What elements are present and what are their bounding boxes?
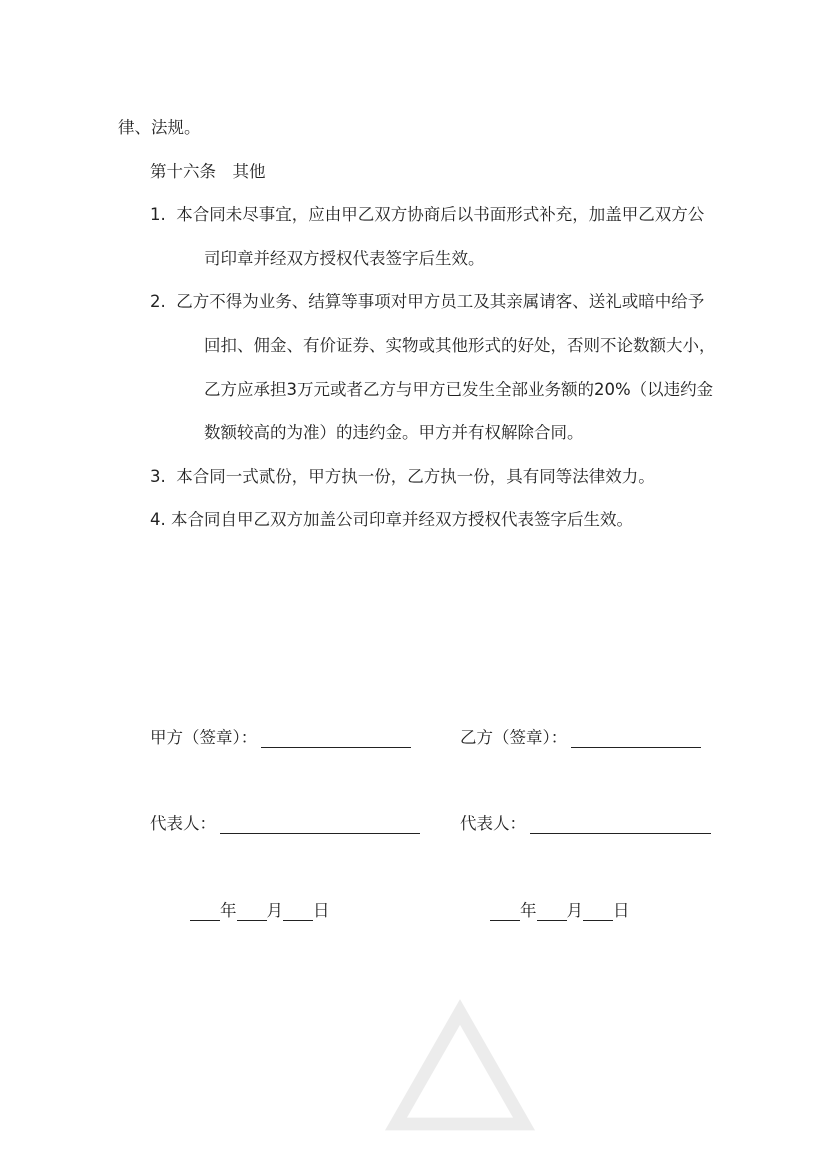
year-blank[interactable]: [490, 902, 520, 921]
rep-a-line[interactable]: [220, 815, 420, 834]
year-blank[interactable]: [190, 902, 220, 921]
party-a-seal-label: 甲方（签章）：: [150, 728, 258, 747]
rep-b-label: 代表人：: [460, 814, 526, 833]
party-b-seal-field: [460, 728, 701, 748]
section-title: 第十六条 其他: [150, 162, 266, 181]
year-label: 年: [220, 901, 237, 920]
item-3: [150, 467, 655, 487]
year-label: 年: [520, 901, 537, 920]
rep-b-line[interactable]: [530, 815, 711, 834]
month-blank[interactable]: [237, 902, 267, 921]
item-number: 3.: [150, 467, 166, 486]
item-1: [150, 205, 704, 225]
month-blank[interactable]: [537, 902, 567, 921]
item-text: 本合同自甲乙双方加盖公司印章并经双方授权代表签字后生效。: [171, 510, 633, 529]
item-number: 4.: [150, 510, 166, 529]
item-number: 2.: [150, 292, 166, 311]
party-a-seal-line[interactable]: [261, 729, 411, 748]
item-2: [150, 292, 704, 312]
day-blank[interactable]: [583, 902, 613, 921]
day-label: 日: [613, 901, 630, 920]
party-a-seal-field: [150, 728, 411, 748]
continued-text: 律、法规。: [118, 118, 201, 137]
item-text: 本合同一式贰份，甲方执一份，乙方执一份，具有同等法律效力。: [176, 467, 655, 486]
watermark-icon: [380, 980, 540, 1140]
day-label: 日: [313, 901, 330, 920]
date-a: [190, 901, 330, 921]
item-text: 乙方不得为业务、结算等事项对甲方员工及其亲属请客、送礼或暗中给予: [176, 292, 705, 311]
day-blank[interactable]: [283, 902, 313, 921]
item-text: 乙方应承担3万元或者乙方与甲方已发生全部业务额的20%（以违约金: [204, 380, 714, 399]
item-4: [150, 510, 633, 530]
item-number: 1.: [150, 205, 166, 224]
date-b: [490, 901, 630, 921]
item-text: 司印章并经双方授权代表签字后生效。: [204, 249, 485, 268]
item-text: 数额较高的为准）的违约金。甲方并有权解除合同。: [204, 423, 584, 442]
month-label: 月: [266, 901, 283, 920]
rep-b-field: [460, 814, 711, 834]
rep-a-field: [150, 814, 420, 834]
item-text: 回扣、佣金、有价证券、实物或其他形式的好处，否则不论数额大小，: [204, 336, 716, 355]
party-b-seal-line[interactable]: [571, 729, 701, 748]
item-text: 本合同未尽事宜，应由甲乙双方协商后以书面形式补充，加盖甲乙双方公: [176, 205, 705, 224]
party-b-seal-label: 乙方（签章）：: [460, 728, 568, 747]
month-label: 月: [566, 901, 583, 920]
rep-a-label: 代表人：: [150, 814, 216, 833]
